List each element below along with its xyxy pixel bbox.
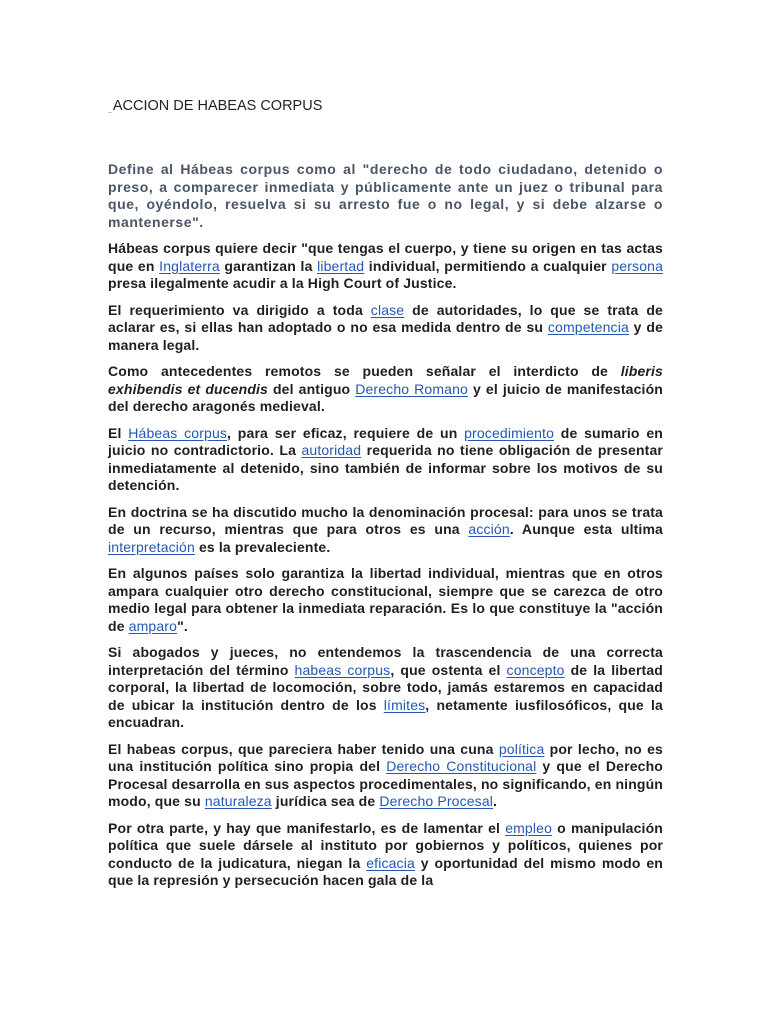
document-title [108,98,322,115]
inline-link[interactable]: persona [611,257,664,274]
paragraph-text: de autoridades, lo que se trata de aclarar es, si ellas han adoptado o no esa medida dentro de su [108,301,663,335]
paragraph-text: es la prevaleciente. [194,538,331,555]
paragraph-text: jurídica sea de [271,793,380,809]
paragraph-text: del antiguo [268,380,356,397]
paragraph-text: El [108,424,129,441]
paragraph-text: individual, permitiendo a cualquier [364,257,612,274]
inline-link[interactable]: autoridad [301,442,362,458]
paragraph-text: Si abogados y jueces, no entendemos la trascendencia de una correcta interpretación del término [108,644,663,678]
paragraph-text: y oportunidad del mismo modo en que la represión y persecución hacen gala de la [108,854,663,888]
paragraph-text: . Aunque esta ultima [509,521,663,537]
paragraph [108,565,663,635]
paragraph-text: Define al Hábeas corpus como al "derecho de todo ciudadano, detenido o preso, a comparecer inmediata y públicamente ante un juez o tribunal para que, oyéndolo, resuelva si su arresto fue o no legal, y si debe alzarse o mantenerse". [108,161,663,230]
paragraph-text: y el juicio de manifestación del derecho aragonés medieval. [108,380,663,414]
paragraph-text: requerida no tiene obligación de presentar inmediatamente al detenido, sino también de informar sobre los motivos de su detención. [108,442,663,493]
paragraph [108,820,663,890]
paragraph-text: El requerimiento va dirigido a toda [108,301,371,318]
inline-link[interactable]: acción [468,521,510,537]
paragraph [108,161,663,231]
inline-link[interactable]: límites [383,696,426,713]
inline-link[interactable]: Derecho Constitucional [386,758,537,774]
inline-link[interactable]: interpretación [108,538,195,555]
inline-link[interactable]: amparo [128,617,178,634]
inline-link[interactable]: concepto [506,661,565,678]
paragraph [108,644,663,732]
paragraph [108,741,663,811]
italic-text: liberis exhibendis et ducendis [108,363,663,397]
inline-link[interactable]: eficacia [366,854,415,871]
inline-link[interactable]: competencia [547,319,629,335]
document-title-text: ACCION DE HABEAS CORPUS [112,98,323,114]
paragraph-text: y que el Derecho Procesal desarrolla en sus aspectos procedimentales, no significando, en ningún modo, que su [108,758,663,809]
paragraph-text: El habeas corpus, que pareciera haber tenido una cuna [108,740,499,757]
inline-link[interactable]: Inglaterra [159,257,220,274]
inline-link[interactable]: libertad [317,257,365,274]
paragraph-text: o manipulación política que suele dársele al instituto por gobiernos y políticos, quienes por conducto de la judicatura, niegan la [108,819,663,871]
inline-link[interactable]: clase [370,301,405,318]
paragraph-text: . [493,793,498,809]
paragraph-text: , que ostenta el [390,661,507,678]
paragraph [108,425,663,495]
paragraph-text: garantizan la [219,257,318,274]
inline-link[interactable]: procedimiento [464,424,555,441]
paragraph-text: y de manera legal. [108,319,664,353]
paragraph-text: En algunos países solo garantiza la libertad individual, mientras que en otros ampara cualquier otro derecho constitucional, siempre que se carezca de otro medio legal para obtener la inmediata reparación. Es lo que constituye la "acción de [108,565,663,634]
document-body [108,161,663,899]
paragraph [108,363,663,416]
paragraph [108,302,663,355]
title-anchor-mark: .. [108,108,112,115]
paragraph-text: Por otra parte, y hay que manifestarlo, es de lamentar el [108,819,506,836]
paragraph-text: de sumario en juicio no contradictorio. La [108,424,663,458]
paragraph-text: En doctrina se ha discutido mucho la denominación procesal: para unos se trata de un recurso, mientras que para otros es una [108,503,663,537]
paragraph [108,504,663,557]
paragraph-text: de la libertad corporal, la libertad de locomoción, sobre todo, jamás estaremos en capacidad de ubicar la institución dentro de los [108,661,663,713]
paragraph-text: presa ilegalmente acudir a la High Court of Justice. [108,275,457,291]
paragraph-text: por lecho, no es una institución política sino propia del [108,740,663,774]
inline-link[interactable]: habeas corpus [294,661,391,678]
paragraph-text: , netamente iusfilosóficos, que la encuadran. [108,696,663,730]
paragraph-text: Como antecedentes remotos se pueden señalar el interdicto de [108,363,621,379]
inline-link[interactable]: empleo [505,819,553,836]
inline-link[interactable]: Hábeas corpus [128,424,228,441]
paragraph-text: Hábeas corpus quiere decir "que tengas el cuerpo, y tiene su origen en tas actas que en [108,240,663,274]
paragraph [108,240,663,293]
inline-link[interactable]: Derecho Romano [355,380,468,397]
inline-link[interactable]: naturaleza [204,793,272,809]
inline-link[interactable]: política [498,740,545,757]
inline-link[interactable]: Derecho Procesal [379,793,494,809]
paragraph-text: ". [177,617,188,634]
paragraph-text: , para ser eficaz, requiere de un [227,424,465,441]
